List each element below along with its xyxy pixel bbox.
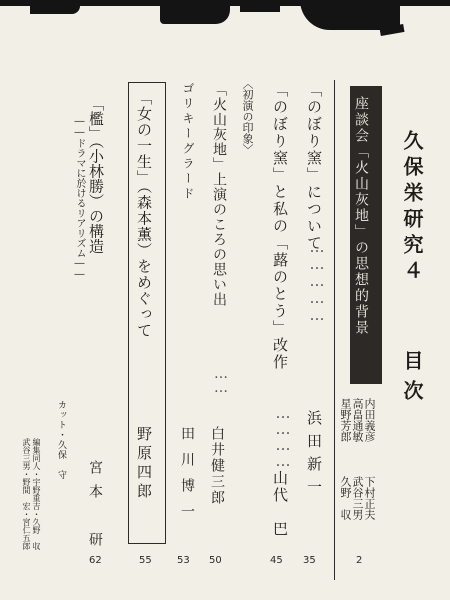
article-title: 「のぼり窯」と私の「蕗のとう」改作 [271, 82, 289, 371]
ink-stroke [240, 0, 280, 12]
article-author: 野原四郎 [135, 426, 153, 502]
editor-credit: 武谷三男・野間 宏・宮仁五郎 [22, 438, 31, 550]
page-number: 35 [303, 555, 316, 566]
cut-credit: カット・久保 守 [56, 400, 66, 480]
symposium-title: 座談会「火山灰地」の思想的背景 [353, 96, 369, 336]
leader-dots: …………… [308, 238, 326, 323]
article-title: ゴリキーグラード [181, 82, 195, 202]
article-author: 白井健三郎 [209, 426, 225, 506]
article-title: 「火山灰地」上演のころの思い出 [211, 82, 227, 307]
article-author: 田川博一 [179, 426, 195, 530]
participant: 内田義彦 [363, 398, 376, 442]
participant: 下村正夫 [363, 476, 376, 520]
article-author: 山代 巴 [271, 470, 289, 538]
contents-heading: 目次 [400, 350, 424, 410]
editor-credit: 編集同人・宇野重吉・久野 収 [32, 438, 41, 550]
participant: 高畠通敏 [351, 398, 364, 442]
article-subtitle: ――ドラマに於けるリアリズム―― [74, 116, 85, 280]
section-label: 〈初演の印象〉 [241, 78, 254, 155]
ink-stroke [30, 0, 80, 14]
article-author: 浜田新一 [305, 410, 323, 502]
ink-stroke [300, 0, 400, 30]
leader-dots: …… [213, 366, 229, 394]
page-number: 2 [356, 555, 363, 566]
page-number: 45 [270, 555, 283, 566]
ink-stroke [160, 0, 230, 24]
page-number: 62 [89, 555, 102, 566]
page-number: 50 [209, 555, 222, 566]
article-author: 宮本 研 [87, 460, 103, 556]
journal-title: 久保栄研究４ [400, 130, 424, 286]
leader-dots: ………… [274, 404, 292, 468]
page-number: 53 [177, 555, 190, 566]
column-divider [334, 80, 335, 580]
top-border-band [0, 0, 450, 60]
article-title: 「女の一生」（森本薫）をめぐって [135, 90, 153, 339]
page-number: 55 [139, 555, 152, 566]
article-title: 「檻」（小林勝）の構造 [87, 96, 105, 254]
article-title: 「のぼり窯」について [305, 82, 323, 252]
participant: 星野芳郎 [339, 398, 352, 442]
participant: 久野 収 [339, 476, 352, 520]
participant: 武谷三男 [351, 476, 364, 520]
